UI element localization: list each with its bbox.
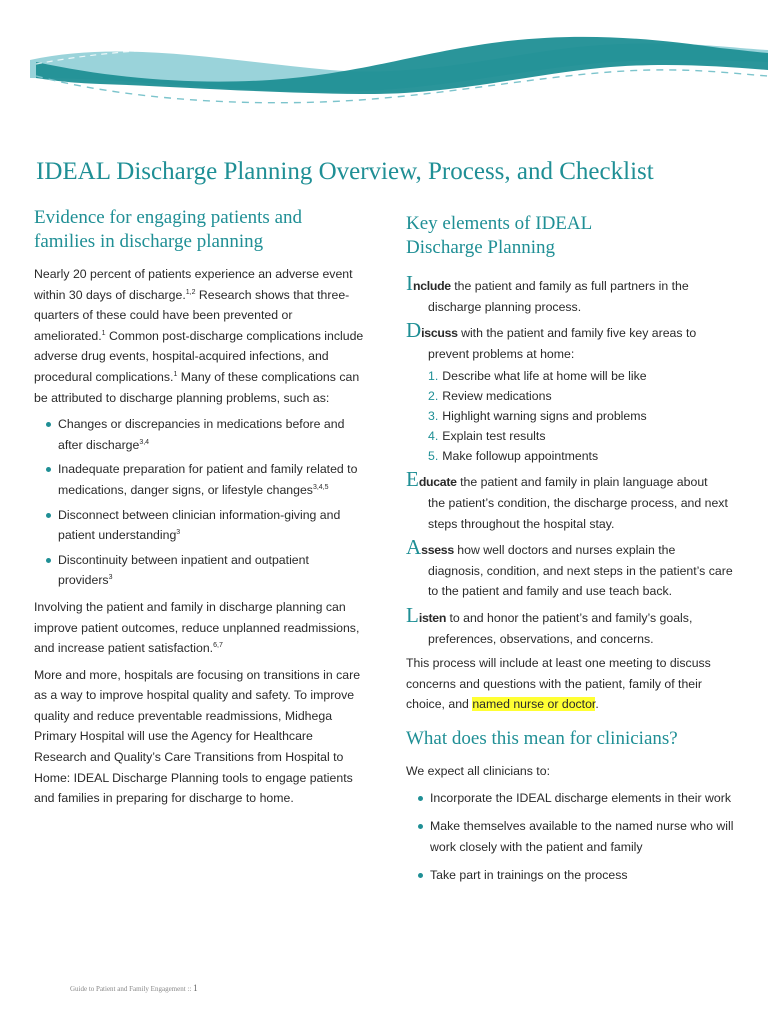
list-item: [428, 366, 736, 386]
element-text-rest: the patient’s condition, the discharge process, and next steps throughout the hospital stay.: [428, 495, 728, 531]
evidence-heading-line2: families in discharge planning: [34, 231, 264, 252]
bullet-icon: [418, 796, 423, 801]
p1-text-2: Research shows that three-quarters of these could have been prevented or ameliorated.: [34, 287, 350, 343]
footer-text: Guide to Patient and Family Engagement: [70, 985, 186, 993]
item-number: 4.: [428, 429, 439, 444]
page-title: IDEAL Discharge Planning Overview, Process, and Checklist: [36, 158, 654, 185]
element-keyword: ducate: [418, 475, 457, 490]
expect-text: We expect all clinicians to:: [406, 763, 550, 778]
bullet-icon: [418, 824, 423, 829]
item-number: 1.: [428, 369, 439, 384]
element-text: to and honor the patient’s and family’s goals,: [446, 610, 693, 625]
page-footer: [70, 983, 198, 993]
element-text-rest: preferences, observations, and concerns.: [428, 631, 654, 646]
citation: 3,4: [139, 438, 150, 446]
element-text: the patient and family as full partners in the: [450, 279, 689, 293]
discuss-areas-list: [428, 366, 736, 466]
evidence-heading-line1: Evidence for engaging patients and: [34, 207, 303, 228]
element-initial: L: [406, 602, 419, 627]
citation: 3: [108, 574, 113, 582]
bullet-icon: [46, 422, 51, 427]
element-initial: D: [406, 318, 422, 343]
item-number: 5.: [428, 449, 439, 464]
citation: 6,7: [213, 642, 223, 649]
evidence-heading: [34, 206, 364, 254]
left-column: [34, 206, 364, 815]
list-item: [428, 446, 736, 466]
evidence-paragraph-2: [34, 597, 364, 659]
bullet-icon: [46, 513, 51, 518]
list-item-text: Discontinuity between inpatient and outpatient providers: [58, 552, 309, 588]
list-item-text: Inadequate preparation for patient and family related to medications, danger signs, or lifestyle changes: [58, 462, 358, 497]
element-discuss: [406, 318, 736, 466]
list-item: [428, 426, 736, 446]
clinician-list: [406, 788, 736, 886]
element-text: with the patient and family five key areas to: [457, 326, 697, 341]
process-paragraph: [406, 653, 736, 715]
list-item: [34, 459, 364, 500]
element-listen: [406, 602, 736, 649]
bullet-icon: [418, 873, 423, 878]
key-elements-heading-line1: Key elements of IDEAL: [406, 213, 593, 234]
right-column: [406, 206, 736, 894]
element-keyword: isten: [418, 610, 447, 625]
highlighted-text: named nurse or doctor: [472, 697, 596, 712]
element-keyword: ssess: [421, 543, 454, 558]
citation: 1: [173, 370, 178, 378]
element-keyword: iscuss: [421, 326, 458, 341]
item-text: Describe what life at home will be like: [442, 369, 647, 384]
list-item: [406, 816, 736, 857]
list-item-text: Disconnect between clinician information-giving and patient understanding: [58, 507, 341, 543]
key-elements-heading-line2: Discharge Planning: [406, 237, 555, 258]
element-text-rest: diagnosis, condition, and next steps in the patient’s care to the patient and family and use teach back.: [428, 563, 733, 599]
item-text: Highlight warning signs and problems: [442, 409, 647, 424]
clinicians-heading: What does this mean for clinicians?: [406, 727, 678, 749]
list-item: [34, 414, 364, 455]
problem-list: [34, 414, 364, 591]
element-initial: E: [406, 467, 419, 492]
list-item-text: Take part in trainings on the process: [430, 868, 628, 883]
item-number: 3.: [428, 409, 439, 424]
item-number: 2.: [428, 389, 439, 404]
citation: 1: [101, 329, 106, 337]
bullet-icon: [46, 467, 51, 472]
element-initial: A: [406, 535, 422, 560]
list-item: [406, 865, 736, 886]
list-item-text: Make themselves available to the named nurse who will work closely with the patient and family: [430, 819, 734, 854]
p1-text-1: Nearly 20 percent of patients experience an adverse event within 30 days of discharge.: [34, 267, 353, 302]
element-initial: I: [406, 271, 413, 295]
list-item: [428, 406, 736, 426]
citation: 3: [176, 529, 181, 537]
bullet-icon: [46, 558, 51, 563]
element-assess: [406, 535, 736, 602]
footer-separator: ::: [187, 985, 192, 993]
element-text: how well doctors and nurses explain the: [453, 543, 676, 558]
key-elements-heading: [406, 212, 736, 260]
item-text: Explain test results: [442, 429, 546, 444]
element-keyword: nclude: [413, 279, 451, 293]
list-item-text: Incorporate the IDEAL discharge elements in their work: [430, 790, 731, 805]
p1-text-4: Many of these complications can be attributed to discharge planning problems, such as:: [34, 369, 360, 405]
p2-text: Involving the patient and family in discharge planning can improve patient outcomes, reduce unplanned readmissions, and increase patient satisfaction.: [34, 599, 360, 656]
element-text-rest: prevent problems at home:: [428, 346, 575, 361]
list-item: [34, 550, 364, 591]
element-educate: [406, 467, 736, 534]
citation: 3,4,5: [312, 483, 329, 491]
item-text: Review medications: [442, 389, 552, 404]
header-wave-banner: [0, 0, 768, 130]
element-text-rest: discharge planning process.: [428, 299, 582, 314]
element-text: the patient and family in plain language about: [456, 475, 708, 490]
list-item: [34, 505, 364, 546]
item-text: Make followup appointments: [442, 449, 599, 464]
evidence-paragraph-1: [34, 264, 364, 408]
page-number: 1: [193, 983, 198, 993]
p1-text-3: Common post-discharge complications include adverse drug events, hospital-acquired infections, and procedural complications.: [34, 328, 364, 384]
list-item: [406, 788, 736, 809]
element-include: [406, 271, 736, 317]
citation: 1,2: [185, 288, 196, 296]
list-item-text: Changes or discrepancies in medications before and after discharge: [58, 417, 345, 452]
list-item: [428, 386, 736, 406]
evidence-paragraph-3: More and more, hospitals are focusing on transitions in care as a way to improve hospital quality and safety. To improve quality and reduce preventable readmissions, Midhega Primary Hospital will use the Agency for Healthcare Research and Quality’s Care Transitions from Hospital to Home: IDEAL Discharge Planning tools to engage patients and families in preparing for discharge to home.: [34, 667, 361, 806]
process-text-end: .: [595, 697, 599, 712]
process-text: This process will include at least one meeting to discuss concerns and questions with the patient, family of their choice, and: [406, 656, 711, 712]
